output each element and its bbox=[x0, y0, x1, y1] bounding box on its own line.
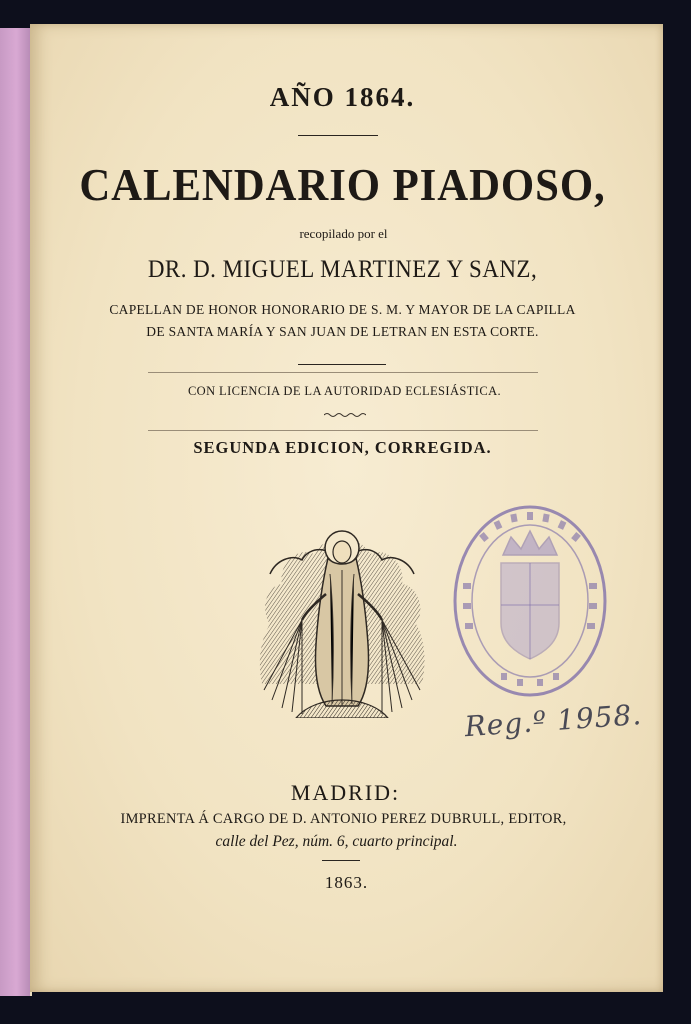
city-line: MADRID: bbox=[290, 780, 401, 805]
author-titles-line-2: DE SANTA MARÍA Y SAN JUAN DE LETRAN EN ESTA CORTE. bbox=[146, 324, 539, 339]
library-stamp bbox=[451, 503, 609, 699]
virgin-mary-engraving bbox=[256, 524, 428, 718]
year-heading: AÑO 1864. bbox=[269, 82, 416, 112]
printer-line: IMPRENTA Á CARGO DE D. ANTONIO PEREZ DUBRULL, EDITOR, bbox=[120, 811, 567, 827]
print-year: 1863. bbox=[324, 873, 369, 892]
rule-above-date bbox=[322, 860, 360, 861]
compiled-by: recopilado por el bbox=[299, 226, 388, 241]
license-line: CON LICENCIA DE LA AUTORIDAD ECLESIÁSTICA. bbox=[187, 384, 502, 398]
rule-under-year bbox=[298, 135, 378, 136]
main-title: CALENDARIO PIADOSO, bbox=[79, 159, 606, 210]
address-line: calle del Pez, núm. 6, cuarto principal. bbox=[215, 833, 458, 850]
author-name: DR. D. MIGUEL MARTINEZ Y SANZ, bbox=[147, 256, 538, 283]
edition-line: SEGUNDA EDICION, CORREGIDA. bbox=[193, 438, 492, 457]
rule-above-license bbox=[148, 372, 538, 373]
rule-under-author bbox=[298, 364, 386, 365]
author-titles-line-1: CAPELLAN DE HONOR HONORARIO DE S. M. Y MAYOR DE LA CAPILLA bbox=[109, 302, 576, 317]
handwritten-registry-note: Reg.º 1958. bbox=[463, 697, 644, 744]
decorative-flourish bbox=[324, 412, 366, 418]
rule-below-license bbox=[148, 430, 538, 431]
